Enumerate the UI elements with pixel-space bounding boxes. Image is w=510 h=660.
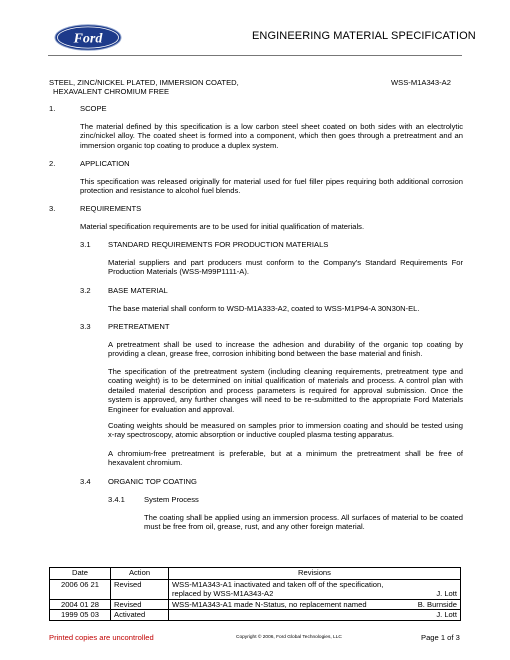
section-3-1-title: STANDARD REQUIREMENTS FOR PRODUCTION MATERIALS <box>108 240 329 249</box>
section-3-4-title: ORGANIC TOP COATING <box>108 477 197 486</box>
section-2-body: This specification was released originally for material used for fuel filler pipes requiring both additional corrosion protection and resistance to alcohol fuel blends. <box>80 177 463 196</box>
section-3-4-1-number: 3.4.1 <box>108 495 125 504</box>
table-row <box>50 580 461 600</box>
section-3-1-body: Material suppliers and part producers must conform to the Company's Standard Requirements For Production Materials (WSS-M99P1111-A). <box>108 258 463 277</box>
section-3-1-number: 3.1 <box>80 240 91 249</box>
col-date-header: Date <box>50 568 111 580</box>
section-3-4-1-body: The coating shall be applied using an immersion process. All surfaces of material to be coated must be free from oil, grease, rust, and any other foreign material. <box>144 513 463 532</box>
section-1-title: SCOPE <box>80 104 107 113</box>
section-3-2-body: The base material shall conform to WSD-M1A333-A2, coated to WSS-M1P94-A 30N30N-EL. <box>108 304 420 313</box>
revision-author: J. Lott <box>436 589 457 599</box>
document-title: ENGINEERING MATERIAL SPECIFICATION <box>252 30 476 42</box>
section-3-2-number: 3.2 <box>80 286 91 295</box>
revision-date: 2004 01 28 <box>50 599 111 609</box>
revision-author: J. Lott <box>436 610 457 620</box>
revision-cell <box>169 580 461 600</box>
section-3-3-para-1: A pretreatment shall be used to increase the adhesion and durability of the organic top coating by providing a clean, grease free, corrosion inhibiting bond between the base material and finish. <box>108 340 463 359</box>
section-3-3-title: PRETREATMENT <box>108 322 170 331</box>
section-3-4-1-title: System Process <box>144 495 199 504</box>
revision-cell <box>169 610 461 620</box>
section-2-number: 2. <box>49 159 56 168</box>
section-2-title: APPLICATION <box>80 159 130 168</box>
section-3-2-title: BASE MATERIAL <box>108 286 168 295</box>
section-3-4-number: 3.4 <box>80 477 91 486</box>
revision-text: WSS-M1A343-A1 made N-Status, no replacement named <box>172 599 367 609</box>
copyright-notice: Copyright © 2006, Ford Global Technologies, LLC <box>236 635 342 640</box>
revision-header-row <box>50 568 461 580</box>
section-3-3-number: 3.3 <box>80 322 91 331</box>
section-1-body: The material defined by this specification is a low carbon steel sheet coated on both sides with an electrolytic zinc/nickel alloy. The coated sheet is formed into a component, which then goes through a pretreatment and an immersion organic top coating to produce a duplex system. <box>80 122 463 150</box>
section-3-title: REQUIREMENTS <box>80 204 142 213</box>
revision-action: Revised <box>111 599 169 609</box>
table-row <box>50 599 461 609</box>
revision-table <box>49 567 461 621</box>
spec-title-line1: STEEL, ZINC/NICKEL PLATED, IMMERSION COATED, <box>49 78 239 87</box>
revision-date: 1999 05 03 <box>50 610 111 620</box>
section-3-3-para-4: A chromium-free pretreatment is preferable, but at a minimum the pretreatment shall be free of hexavalent chromium. <box>108 449 463 468</box>
col-revisions-header: Revisions <box>169 568 461 580</box>
revision-author: B. Burnside <box>417 599 457 609</box>
col-action-header: Action <box>111 568 169 580</box>
revision-action: Revised <box>111 580 169 600</box>
revision-text: WSS-M1A343-A1 inactivated and taken off of the specification, replaced by WSS-M1A343-A2 <box>172 580 384 599</box>
logo-wordmark: Ford <box>73 31 103 47</box>
page-number: Page 1 of 3 <box>421 633 460 642</box>
revision-action: Activated <box>111 610 169 620</box>
uncontrolled-copy-notice: Printed copies are uncontrolled <box>49 633 154 642</box>
spec-number: WSS-M1A343-A2 <box>391 78 451 87</box>
table-row <box>50 610 461 620</box>
section-1-number: 1. <box>49 104 56 113</box>
header-divider <box>48 55 462 56</box>
spec-title-line2: HEXAVALENT CHROMIUM FREE <box>53 87 170 96</box>
section-3-3-para-3: Coating weights should be measured on samples prior to immersion coating and should be tested using x-ray spectroscopy, atomic absorption or inductive coupled plasma testing apparatus. <box>108 421 463 440</box>
section-3-number: 3. <box>49 204 56 213</box>
ford-logo <box>54 24 122 51</box>
revision-cell <box>169 599 461 609</box>
section-3-3-para-2: The specification of the pretreatment system (including cleaning requirements, pretreatment type and coating weight) is to be determined on initial qualification of materials and process. A control plan with detailed material description and process parameters is required for approval submission. Once the system is approved, any further changes will need to be re-submitted to the appropriate Ford Materials Engineer for evaluation and approval. <box>108 367 463 414</box>
section-3-body: Material specification requirements are to be used for initial qualification of materials. <box>80 222 365 231</box>
revision-date: 2006 06 21 <box>50 580 111 600</box>
